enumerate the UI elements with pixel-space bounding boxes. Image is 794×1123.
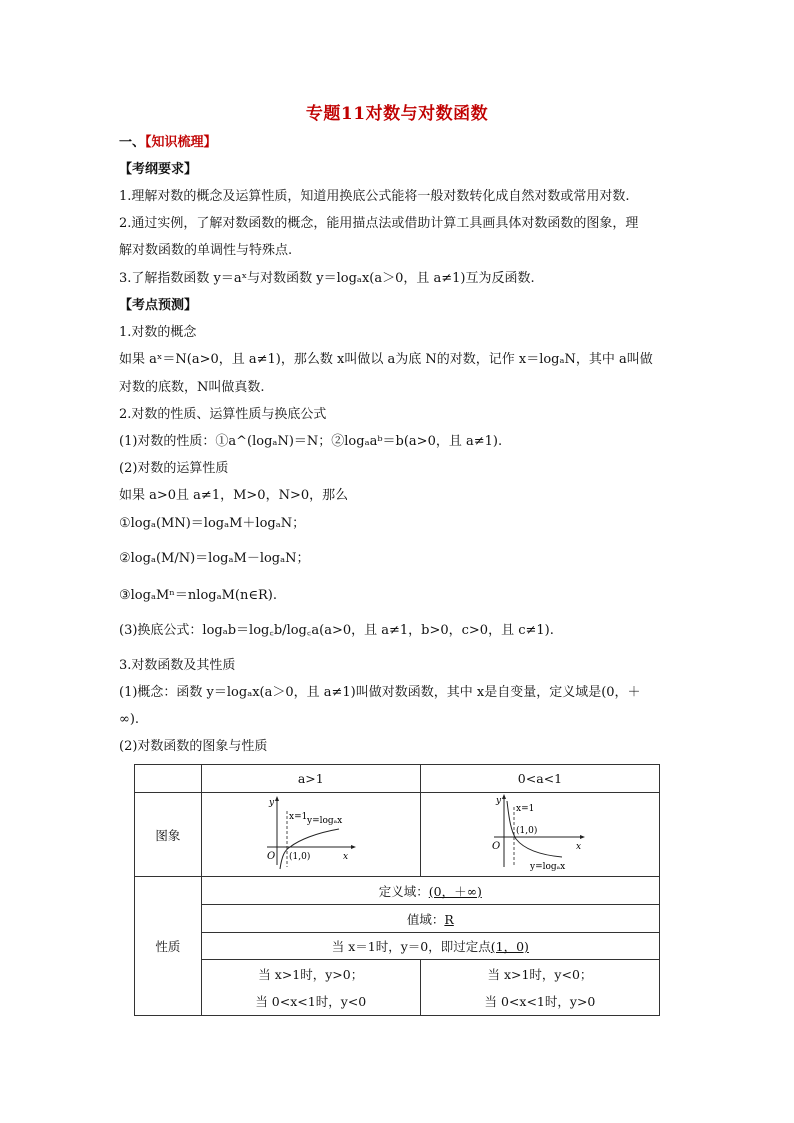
requirement-item: 解对数函数的单调性与特殊点.: [119, 243, 293, 258]
row-label-properties: 性质: [135, 877, 202, 1016]
x-axis-arrow-icon: [580, 835, 585, 839]
vertical-line-label: x=1: [288, 812, 308, 822]
body-line: 如果 a>0且 a≠1，M>0，N>0，那么: [119, 488, 349, 503]
section-number: 一、: [119, 135, 146, 150]
row-label-graph: 图象: [135, 793, 202, 877]
fixed-point-label: (1,0): [288, 852, 311, 862]
body-line: (2)对数函数的图象与性质: [119, 739, 268, 754]
curve-label: y=logₐx: [306, 816, 342, 826]
body-line: 2.对数的性质、运算性质与换底公式: [119, 407, 327, 422]
curve-label: y=logₐx: [529, 862, 566, 872]
requirement-item: 2.通过实例，了解对数函数的概念，能用描点法或借助计算工具画具体对数函数的图象，理: [119, 216, 639, 231]
origin-label: O: [491, 841, 501, 852]
fixed-point-label: (1,0): [515, 826, 538, 836]
sign-cell-a-between-0-1: [420, 960, 659, 1016]
y-axis-label: y: [495, 796, 502, 806]
formula-line: (3)换底公式：logₐb＝log꜀b/log꜀a(a>0，且 a≠1，b>0，c>0，且 c≠1).: [119, 623, 554, 638]
header-a-greater-1: a>1: [201, 765, 420, 793]
vertical-line-label: x=1: [515, 804, 535, 814]
range-cell: [201, 905, 659, 933]
y-axis-arrow-icon: [275, 796, 279, 801]
table-corner-cell: [135, 765, 202, 793]
domain-label: 定义域：: [378, 883, 429, 899]
x-axis-label: x: [342, 852, 348, 862]
prediction-header: 【考点预测】: [119, 298, 198, 313]
y-axis-label: y: [268, 798, 274, 808]
body-line: (1)对数的性质：①a^(logₐN)＝N；②logₐaᵇ＝b(a>0，且 a≠1).: [119, 434, 503, 449]
sign-cell-a-greater-1: [201, 960, 420, 1016]
section-heading: [119, 134, 217, 152]
sign-line: 当 0<x<1时，y<0: [255, 993, 367, 1009]
domain-cell: [201, 877, 659, 905]
range-label: 值域：: [406, 911, 445, 927]
header-a-between-0-1: 0<a<1: [420, 765, 659, 793]
requirement-item: 1.理解对数的概念及运算性质，知道用换底公式能将一般对数转化成自然对数或常用对数.: [119, 189, 630, 204]
x-axis-arrow-icon: [351, 845, 356, 849]
body-line: (2)对数的运算性质: [119, 461, 229, 476]
formula-line: ②logₐ(M/N)＝logₐM－logₐN；: [119, 551, 310, 566]
log-function-properties-table: [134, 764, 660, 1016]
body-line: 对数的底数，N叫做真数.: [119, 380, 265, 395]
formula-line: ③logₐMⁿ＝nlogₐM(n∈R).: [119, 588, 277, 603]
origin-label: O: [266, 851, 275, 862]
range-value: R: [444, 911, 454, 927]
requirement-item: 3.了解指数函数 y＝aˣ与对数函数 y＝logₐx(a＞0，且 a≠1)互为反函数.: [119, 271, 535, 286]
body-line: 3.对数函数及其性质: [119, 658, 236, 673]
sign-line: 当 x>1时，y<0；: [487, 966, 593, 982]
sign-line: 当 x>1时，y>0；: [258, 966, 364, 982]
sign-line: 当 0<x<1时，y>0: [484, 993, 596, 1009]
graph-cell-a-greater-1: [201, 793, 420, 877]
log-graph-increasing: [261, 793, 361, 873]
body-line: (1)概念：函数 y＝logₐx(a＞0，且 a≠1)叫做对数函数，其中 x是自变量，定义域是(0，＋: [119, 685, 641, 700]
fixed-point-cell: [201, 933, 659, 960]
page-title: 专题11对数与对数函数: [305, 104, 489, 124]
body-line: 如果 aˣ＝N(a>0，且 a≠1)，那么数 x叫做以 a为底 N的对数，记作 x＝logₐN，其中 a叫做: [119, 352, 653, 367]
body-line: 1.对数的概念: [119, 325, 197, 340]
graph-cell-a-between-0-1: [420, 793, 659, 877]
y-axis-arrow-icon: [502, 794, 506, 799]
fixed-point-value: (1，0): [490, 939, 529, 954]
domain-value: (0，＋∞): [428, 883, 482, 899]
x-axis-label: x: [575, 842, 582, 852]
log-curve-increasing: [280, 829, 339, 869]
section-title: 【知识梳理】: [145, 135, 217, 150]
requirements-header: 【考纲要求】: [119, 162, 198, 177]
body-line: ∞).: [119, 712, 140, 727]
fixed-point-text: 当 x＝1时，y＝0，即过定点: [331, 939, 491, 954]
formula-line: ①logₐ(MN)＝logₐM＋logₐN；: [119, 516, 306, 531]
log-graph-decreasing: [490, 793, 590, 873]
